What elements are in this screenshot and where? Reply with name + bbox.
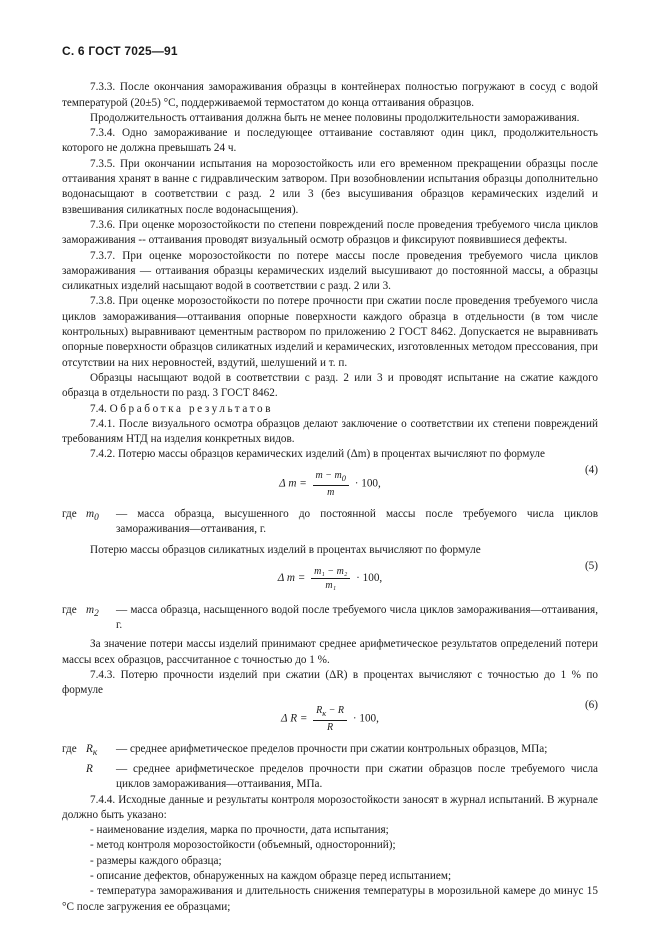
eq5-numerator: m₁ − m₂ [311, 565, 350, 579]
eq5-rhs: · 100, [356, 571, 383, 584]
equation-5 [62, 559, 598, 603]
eq4-rhs: · 100, [354, 477, 381, 490]
eq4-label: (4) [584, 463, 598, 476]
eq6-denominator: R [327, 722, 334, 734]
eq6-lhs: Δ R = [281, 712, 308, 725]
paragraph-7-3-6: 7.3.6. При оценке морозостойкости по степени повреждений после проведения требуемого числа циклов замораживания -- оттаивания проводят визуальный осмотр образцов и фиксируют появившиеся дефекты. [62, 218, 598, 247]
equation-6 [62, 698, 598, 742]
eq4-numerator: m − m [315, 469, 342, 481]
paragraph-mass-loss-average: За значение потери массы изделий принимают среднее арифметическое результатов определений потери массы всех образцов, рассчитанное с точностью до 1 %. [62, 638, 598, 666]
eq6-label: (6) [584, 699, 598, 712]
equation-4 [62, 463, 598, 507]
paragraph-7-3-8-note: Образцы насыщают водой в соответствии с разд. 2 или 3 и проводят испытание на сжатие каждого образца в отдельности по разд. 3 ГОСТ 8462. [62, 371, 598, 400]
definition-rk: где $R_к$ — среднее арифметическое пределов прочности при сжатии контрольных образцов, МПа; [62, 743, 548, 759]
eq5-label: (5) [584, 559, 598, 572]
eq4-lhs: Δ m = [279, 477, 307, 490]
eq6-fraction: $\frac{R_к - R}{R}$ [313, 704, 347, 734]
section-7-4-heading [62, 402, 598, 417]
definition-m0: где $m_0$ — масса образца, высушенного до постоянной массы после требуемого числа циклов замораживания—оттаивания, г. [62, 507, 598, 536]
paragraph-7-4-3: 7.4.3. Потерю прочности изделий при сжатии (ΔR) в процентах вычисляют с точностью до 1 % по формуле [62, 668, 598, 697]
paragraph-7-3-5: 7.3.5. При окончании испытания на морозостойкость или его временном прекращении образцы после оттаивания хранят в ванне с гидравлическим затвором. При возобновлении испытания образцы дополнительно водонасыщают в соответствии с разд. 2 или 3 (без высушивания образцов керамических изделий и взвешивания силикатных после водонасыщения). [62, 157, 598, 216]
paragraph-7-4-4: 7.4.4. Исходные данные и результаты контроля морозостойкости заносят в журнал испытаний. В журнале должно быть указано: [62, 793, 598, 821]
eq4-fraction [313, 469, 349, 499]
paragraph-7-3-3-note: Продолжительность оттаивания должна быть не менее половины продолжительности замораживания. [90, 111, 580, 124]
definition-m2: где $m_2$ — масса образца, насыщенного водой после требуемого числа циклов замораживания—оттаивания, г. [62, 603, 598, 631]
definition-r: R — среднее арифметическое пределов прочности при сжатии образцов после требуемого числа циклов замораживания—оттаивания, МПа. [86, 762, 598, 791]
paragraph-7-3-4: 7.3.4. Одно замораживание и последующее оттаивание составляют один цикл, продолжительность которого не должна превышать 24 ч. [62, 127, 598, 155]
list-item: - метод контроля морозостойкости (объемный, односторонний); [90, 839, 396, 852]
document-page [62, 44, 598, 915]
eq4-denominator: m [327, 486, 335, 498]
paragraph-7-4-2-silicate: Потерю массы образцов силикатных изделий в процентах вычисляют по формуле [90, 544, 481, 557]
paragraph-7-4-1: 7.4.1. После визуального осмотра образцов делают заключение о соответствии их степени повреждений требованиям НТД на изделия конкретных видов. [62, 417, 598, 446]
paragraph-7-3-7: 7.3.7. При оценке морозостойкости по потере массы после проведения требуемого числа циклов замораживания — оттаивания образцы керамических изделий высушивают до постоянной массы, а образцы силикатных изделий насыщают водой в соответствии с разд. 2 или 3. [62, 249, 598, 293]
eq5-lhs: Δ m = [277, 571, 306, 584]
paragraph-7-4-2: 7.4.2. Потерю массы образцов керамических изделий (Δm) в процентах вычисляют по формуле [90, 448, 545, 461]
eq6-rhs: · 100, [352, 712, 379, 725]
section-number: 7.4. [90, 402, 107, 415]
list-item: - температура замораживания и длительность снижения температуры в морозильной камере до минус 15 °С после загружения ее образцами; [62, 885, 598, 913]
paragraph-7-3-3: 7.3.3. После окончания замораживания образцы в контейнерах полностью погружают в сосуд с водой температурой (20±5) °С, поддерживаемой термостатом до конца оттаивания образцов. [62, 81, 598, 109]
section-title: Обработка результатов [109, 402, 274, 415]
eq5-fraction [311, 565, 350, 592]
list-item: - наименование изделия, марка по прочности, дата испытания; [90, 824, 389, 837]
eq5-denominator: m₁ [325, 579, 337, 591]
list-item: - описание дефектов, обнаруженных на каждом образце перед испытанием; [90, 870, 452, 882]
page-header: С. 6 ГОСТ 7025—91 [62, 44, 178, 58]
eq4-numerator-sub: 0 [341, 473, 346, 483]
list-item: - размеры каждого образца; [90, 854, 222, 867]
paragraph-7-3-8: 7.3.8. При оценке морозостойкости по потере прочности при сжатии после проведения требуемого числа циклов замораживания—оттаивания опорные поверхности каждого образца в отдельности (в том числе контрольных) выравнивают цементным раствором по приложению 2 ГОСТ 8462. Допускается не выравнивать опорные поверхности образцов силикатных изделий и керамических, изготовленных методом прессования, при отсутствии на них неровностей, вздутий, шелушений и т. п. [62, 295, 598, 369]
